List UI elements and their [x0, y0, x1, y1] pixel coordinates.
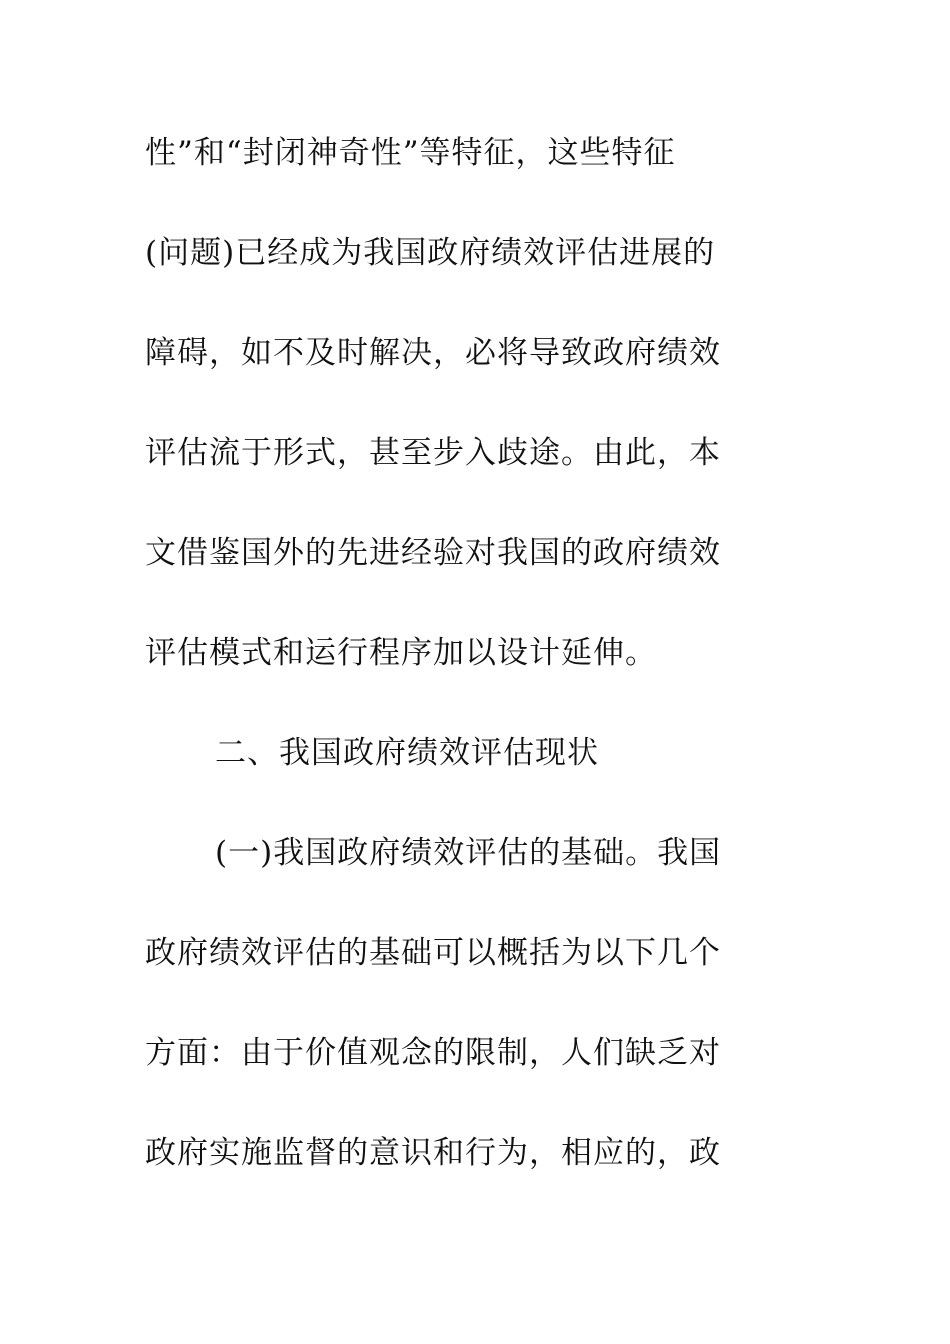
- text-line: 政府绩效评估的基础可以概括为以下几个: [145, 935, 721, 971]
- text-line: 评估模式和运行程序加以设计延伸。: [145, 635, 657, 671]
- text-line: 政府实施监督的意识和行为，相应的，政: [145, 1135, 721, 1171]
- text-line: 方面：由于价值观念的限制，人们缺乏对: [145, 1035, 721, 1071]
- section-heading: 二、我国政府绩效评估现状: [215, 735, 599, 771]
- text-line: 性”和“封闭神奇性”等特征，这些特征: [145, 135, 676, 171]
- body-text: [145, 120, 785, 1220]
- text-line: (问题)已经成为我国政府绩效评估进展的: [145, 235, 716, 271]
- subsection-heading-line: (一)我国政府绩效评估的基础。我国: [215, 835, 722, 871]
- text-line: 文借鉴国外的先进经验对我国的政府绩效: [145, 535, 721, 571]
- text-line: 评估流于形式，甚至步入歧途。由此，本: [145, 435, 721, 471]
- text-line: 障碍，如不及时解决，必将导致政府绩效: [145, 335, 721, 371]
